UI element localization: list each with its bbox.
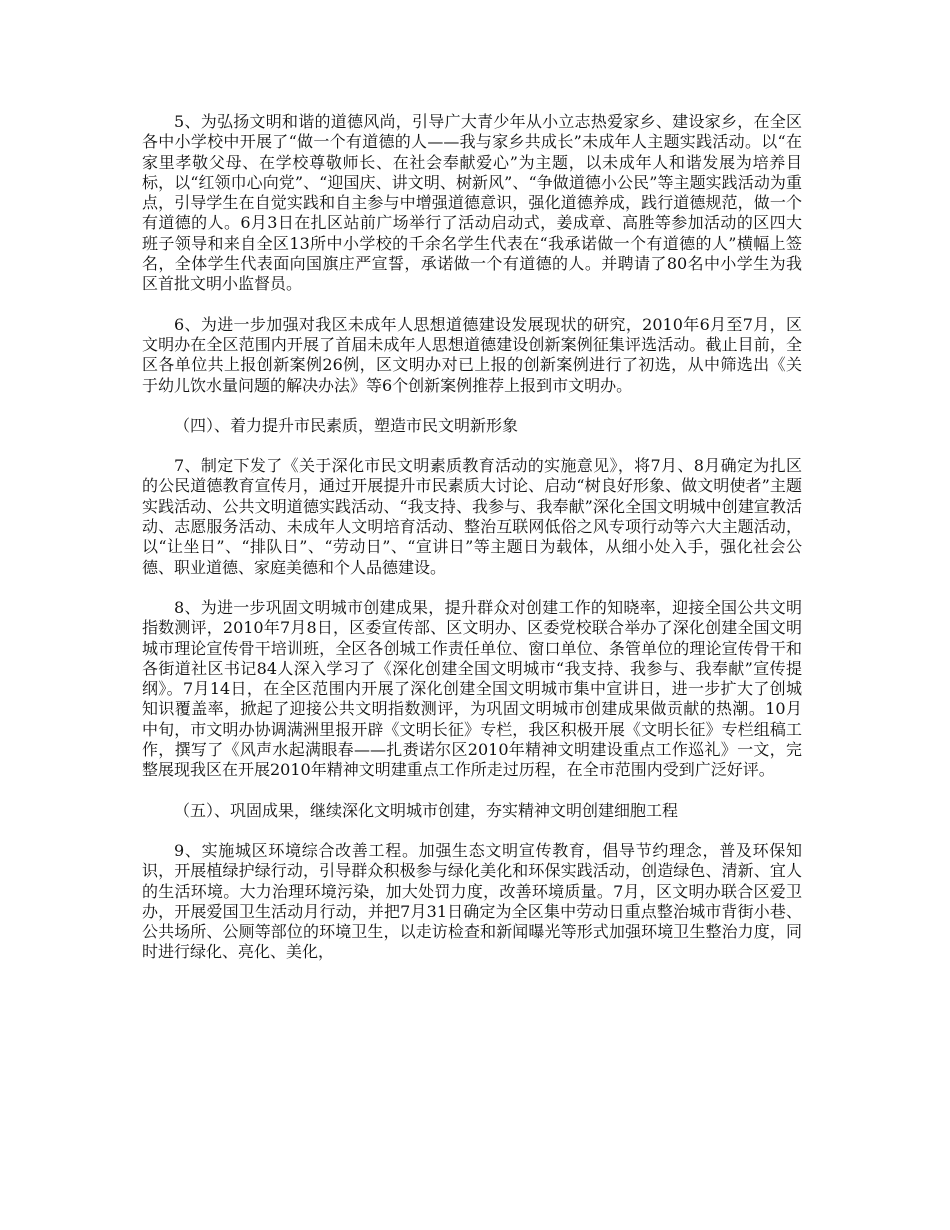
paragraph-item-5: 5、为弘扬文明和谐的道德风尚，引导广大青少年从小立志热爱家乡、建设家乡，在全区各中小学校中开展了“做一个有道德的人——我与家乡共成长”未成年人主题实践活动。以“在家里孝敬父母、在学校尊敬师长、在社会奉献爱心”为主题，以未成年人和谐发展为培养目标，以“红领巾心向党”、“迎国庆、讲文明、树新风”、“争做道德小公民”等主题实践活动为重点，引导学生在自觉实践和自主参与中增强道德意识，强化道德养成，践行道德规范，做一个有道德的人。6月3日在扎区站前广场举行了活动启动式，姜成章、高胜等参加活动的区四大班子领导和来自全区13所中小学校的千余名学生代表在“我承诺做一个有道德的人”横幅上签名，全体学生代表面向国旗庄严宣誓，承诺做一个有道德的人。并聘请了80名中小学生为我区首批文明小监督员。: [142, 112, 802, 294]
section-heading-4: （四）、着力提升市民素质，塑造市民文明新形象: [174, 415, 519, 435]
section-heading-5: （五）、巩固成果，继续深化文明城市创建，夯实精神文明创建细胞工程: [174, 800, 679, 820]
paragraph-item-8: 8、为进一步巩固文明城市创建成果，提升群众对创建工作的知晓率，迎接全国公共文明指数测评，2010年7月8日，区委宣传部、区文明办、区委党校联合举办了深化创建全国文明城市理论宣传骨干培训班，全区各创城工作责任单位、窗口单位、条管单位的理论宣传骨干和各街道社区书记84人深入学习了《深化创建全国文明城市“我支持、我参与、我奉献”宣传提纲》。7月14日，在全区范围内开展了深化创建全国文明城市集中宣讲日，进一步扩大了创城知识覆盖率，掀起了迎接公共文明指数测评，为巩固文明城市创建成果做贡献的热潮。10月中旬，市文明办协调满洲里报开辟《文明长征》专栏，我区积极开展《文明长征》专栏组稿工作，撰写了《风声水起满眼春——扎赉诺尔区2010年精神文明建设重点工作巡礼》一文，完整展现我区在开展2010年精神文明建重点工作所走过历程，在全市范围内受到广泛好评。: [142, 597, 802, 780]
paragraph-item-7: 7、制定下发了《关于深化市民文明素质教育活动的实施意见》，将7月、8月确定为扎区的公民道德教育宣传月，通过开展提升市民素质大讨论、启动“树良好形象、做文明使者”主题实践活动、公共文明道德实践活动、“我支持、我参与、我奉献”深化全国文明城中创建宣教活动、志愿服务活动、未成年人文明培育活动、整治互联网低俗之风专项行动等六大主题活动，以“让坐日”、“排队日”、“劳动日”、“宣讲日”等主题日为载体，从细小处入手，强化社会公德、职业道德、家庭美德和个人品德建设。: [142, 456, 802, 577]
paragraph-item-6: 6、为进一步加强对我区未成年人思想道德建设发展现状的研究，2010年6月至7月，区文明办在全区范围内开展了首届未成年人思想道德建设创新案例征集评选活动。截止目前，全区各单位共上报创新案例26例，区文明办对已上报的创新案例进行了初选，从中筛选出《关于幼儿饮水量问题的解决办法》等6个创新案例推荐上报到市文明办。: [142, 314, 802, 395]
document-body: [142, 112, 802, 983]
paragraph-item-9: 9、实施城区环境综合改善工程。加强生态文明宣传教育，倡导节约理念，普及环保知识，开展植绿护绿行动，引导群众积极参与绿化美化和环保实践活动，创造绿色、清新、宜人的生活环境。大力治理环境污染，加大处罚力度，改善环境质量。7月，区文明办联合区爱卫办，开展爱国卫生活动月行动，并把7月31日确定为全区集中劳动日重点整治城市背街小巷、公共场所、公厕等部位的环境卫生，以走访检查和新闻曝光等形式加强环境卫生整治力度，同时进行绿化、亮化、美化，: [142, 840, 802, 962]
